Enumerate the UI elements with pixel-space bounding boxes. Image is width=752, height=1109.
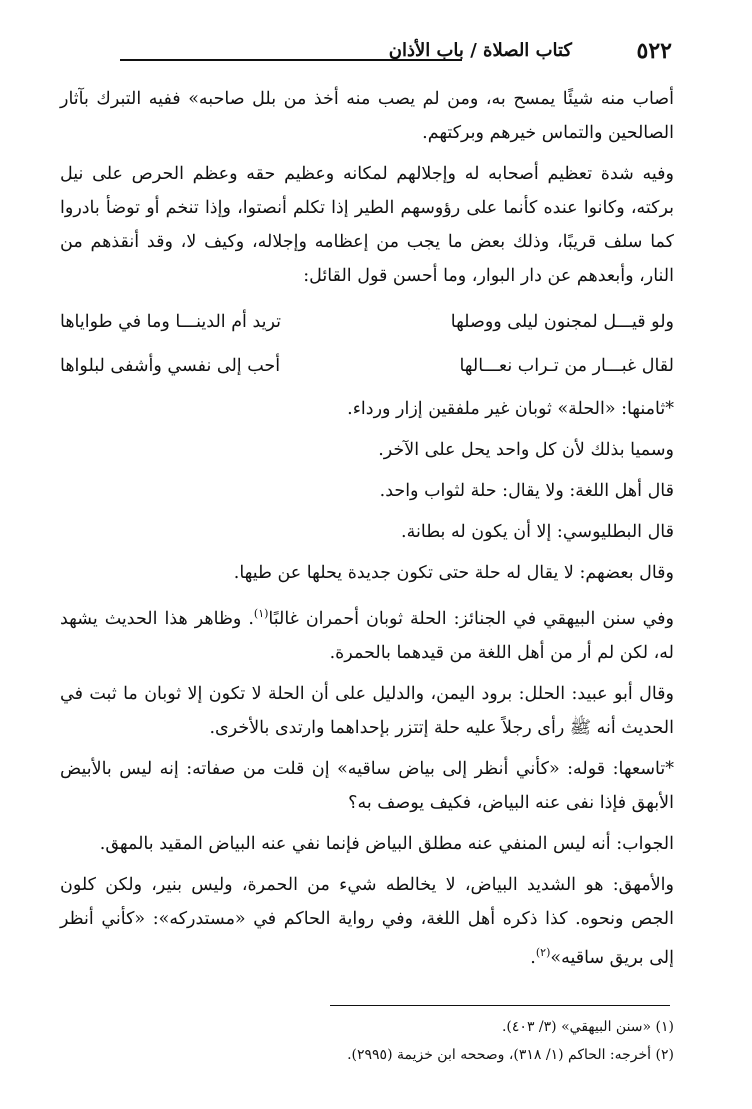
- verse-second-hemistich: تريد أم الدينـــا وما في طواياها: [60, 312, 282, 332]
- paragraph: وسميا بذلك لأن كل واحد يحل على الآخر.: [378, 440, 674, 460]
- main-text: [60, 82, 674, 982]
- paragraph: [60, 597, 674, 670]
- paragraph: وفيه شدة تعظيم أصحابه له وإجلالهم لمكانه وعظيم حقه وعظم الحرص على نيل بركته، وكانوا عنده كأنما على رؤوسهم الطير إذا تكلم أنصتوا، وإذا تنخم أو توضأ بادروا كما سلف قريبًا، وذلك بعض ما يجب من إعظامه وإجلاله، وكيف لا، وقد أنقذهم من النار، وأبعدهم عن دار البوار، وما أحسن قول القائل:: [60, 164, 674, 286]
- paragraph: قال أهل اللغة: ولا يقال: حلة لثواب واحد.: [379, 481, 674, 501]
- verse-row: [60, 300, 674, 344]
- footnote-ref: (١): [253, 607, 269, 620]
- paragraph: *تاسعها: قوله: «كأني أنظر إلى بياض ساقيه» إن قلت من صفاته: إنه ليس بالأبيض الأبهق فإذا نفى عنه البياض، فكيف يوصف به؟: [60, 758, 674, 813]
- paragraph-text: . وظاهر هذا الحديث يشهد له، لكن لم أر من أهل اللغة من قيدهما بالحمرة.: [60, 608, 674, 663]
- paragraph-text: وفي سنن البيهقي في الجنائز: الحلة ثوبان أحمران غالبًا: [268, 608, 674, 629]
- paragraph: [60, 868, 674, 975]
- header-rule: [120, 59, 462, 61]
- paragraph-text: والأمهق: هو الشديد البياض، لا يخالطه شيء من الحمرة، وليس بنير، ولكن كلون الجص ونحوه. كذا ذكره أهل اللغة، وفي رواية الحاكم في «مستدركه»: «كأني أنظر إلى بريق ساقيه»: [60, 874, 674, 968]
- verse-row: [60, 344, 674, 388]
- poem: [60, 300, 674, 388]
- footnote: (١) «سنن البيهقي» (٣/ ٤٠٣).: [501, 1019, 674, 1035]
- paragraph: *ثامنها: «الحلة» ثوبان غير ملفقين إزار ورداء.: [347, 399, 674, 419]
- paragraph: وقال أبو عبيد: الحلل: برود اليمن، والدليل على أن الحلة لا تكون إلا ثوبان ما ثبت في الحديث أنه ﷺ رأى رجلاً عليه حلة إتتزر بإحداهما وارتدى بالأخرى.: [60, 683, 674, 738]
- footnote-rule: [330, 1005, 670, 1006]
- page-header: [62, 38, 672, 68]
- verse-first-hemistich: ولو قيـــل لمجنون ليلى ووصلها: [450, 312, 674, 332]
- verse-second-hemistich: أحب إلى نفسي وأشفى لبلواها: [60, 356, 281, 376]
- page-number: ٥٢٢: [636, 38, 672, 64]
- verse-first-hemistich: لقال غبـــار من تـراب نعـــالها: [459, 356, 674, 376]
- paragraph-text: .: [530, 947, 536, 968]
- footnote: (٢) أخرجه: الحاكم (١/ ٣١٨)، وصححه ابن خزيمة (٢٩٩٥).: [347, 1047, 674, 1063]
- footnotes: [60, 1015, 674, 1071]
- running-title: كتاب الصلاة / باب الأذان: [388, 40, 572, 61]
- paragraph: الجواب: أنه ليس المنفي عنه مطلق البياض فإنما نفي عنه البياض المقيد بالمهق.: [99, 833, 674, 854]
- footnote-ref: (٢): [535, 945, 551, 959]
- paragraph: وقال بعضهم: لا يقال له حلة حتى تكون جديدة يحلها عن طيها.: [233, 563, 674, 583]
- paragraph: قال البطليوسي: إلا أن يكون له بطانة.: [401, 522, 674, 542]
- paragraph: أصاب منه شيئًا يمسح به، ومن لم يصب منه أخذ من بلل صاحبه» ففيه التبرك بآثار الصالحين والتماس خيرهم وبركتهم.: [60, 89, 674, 143]
